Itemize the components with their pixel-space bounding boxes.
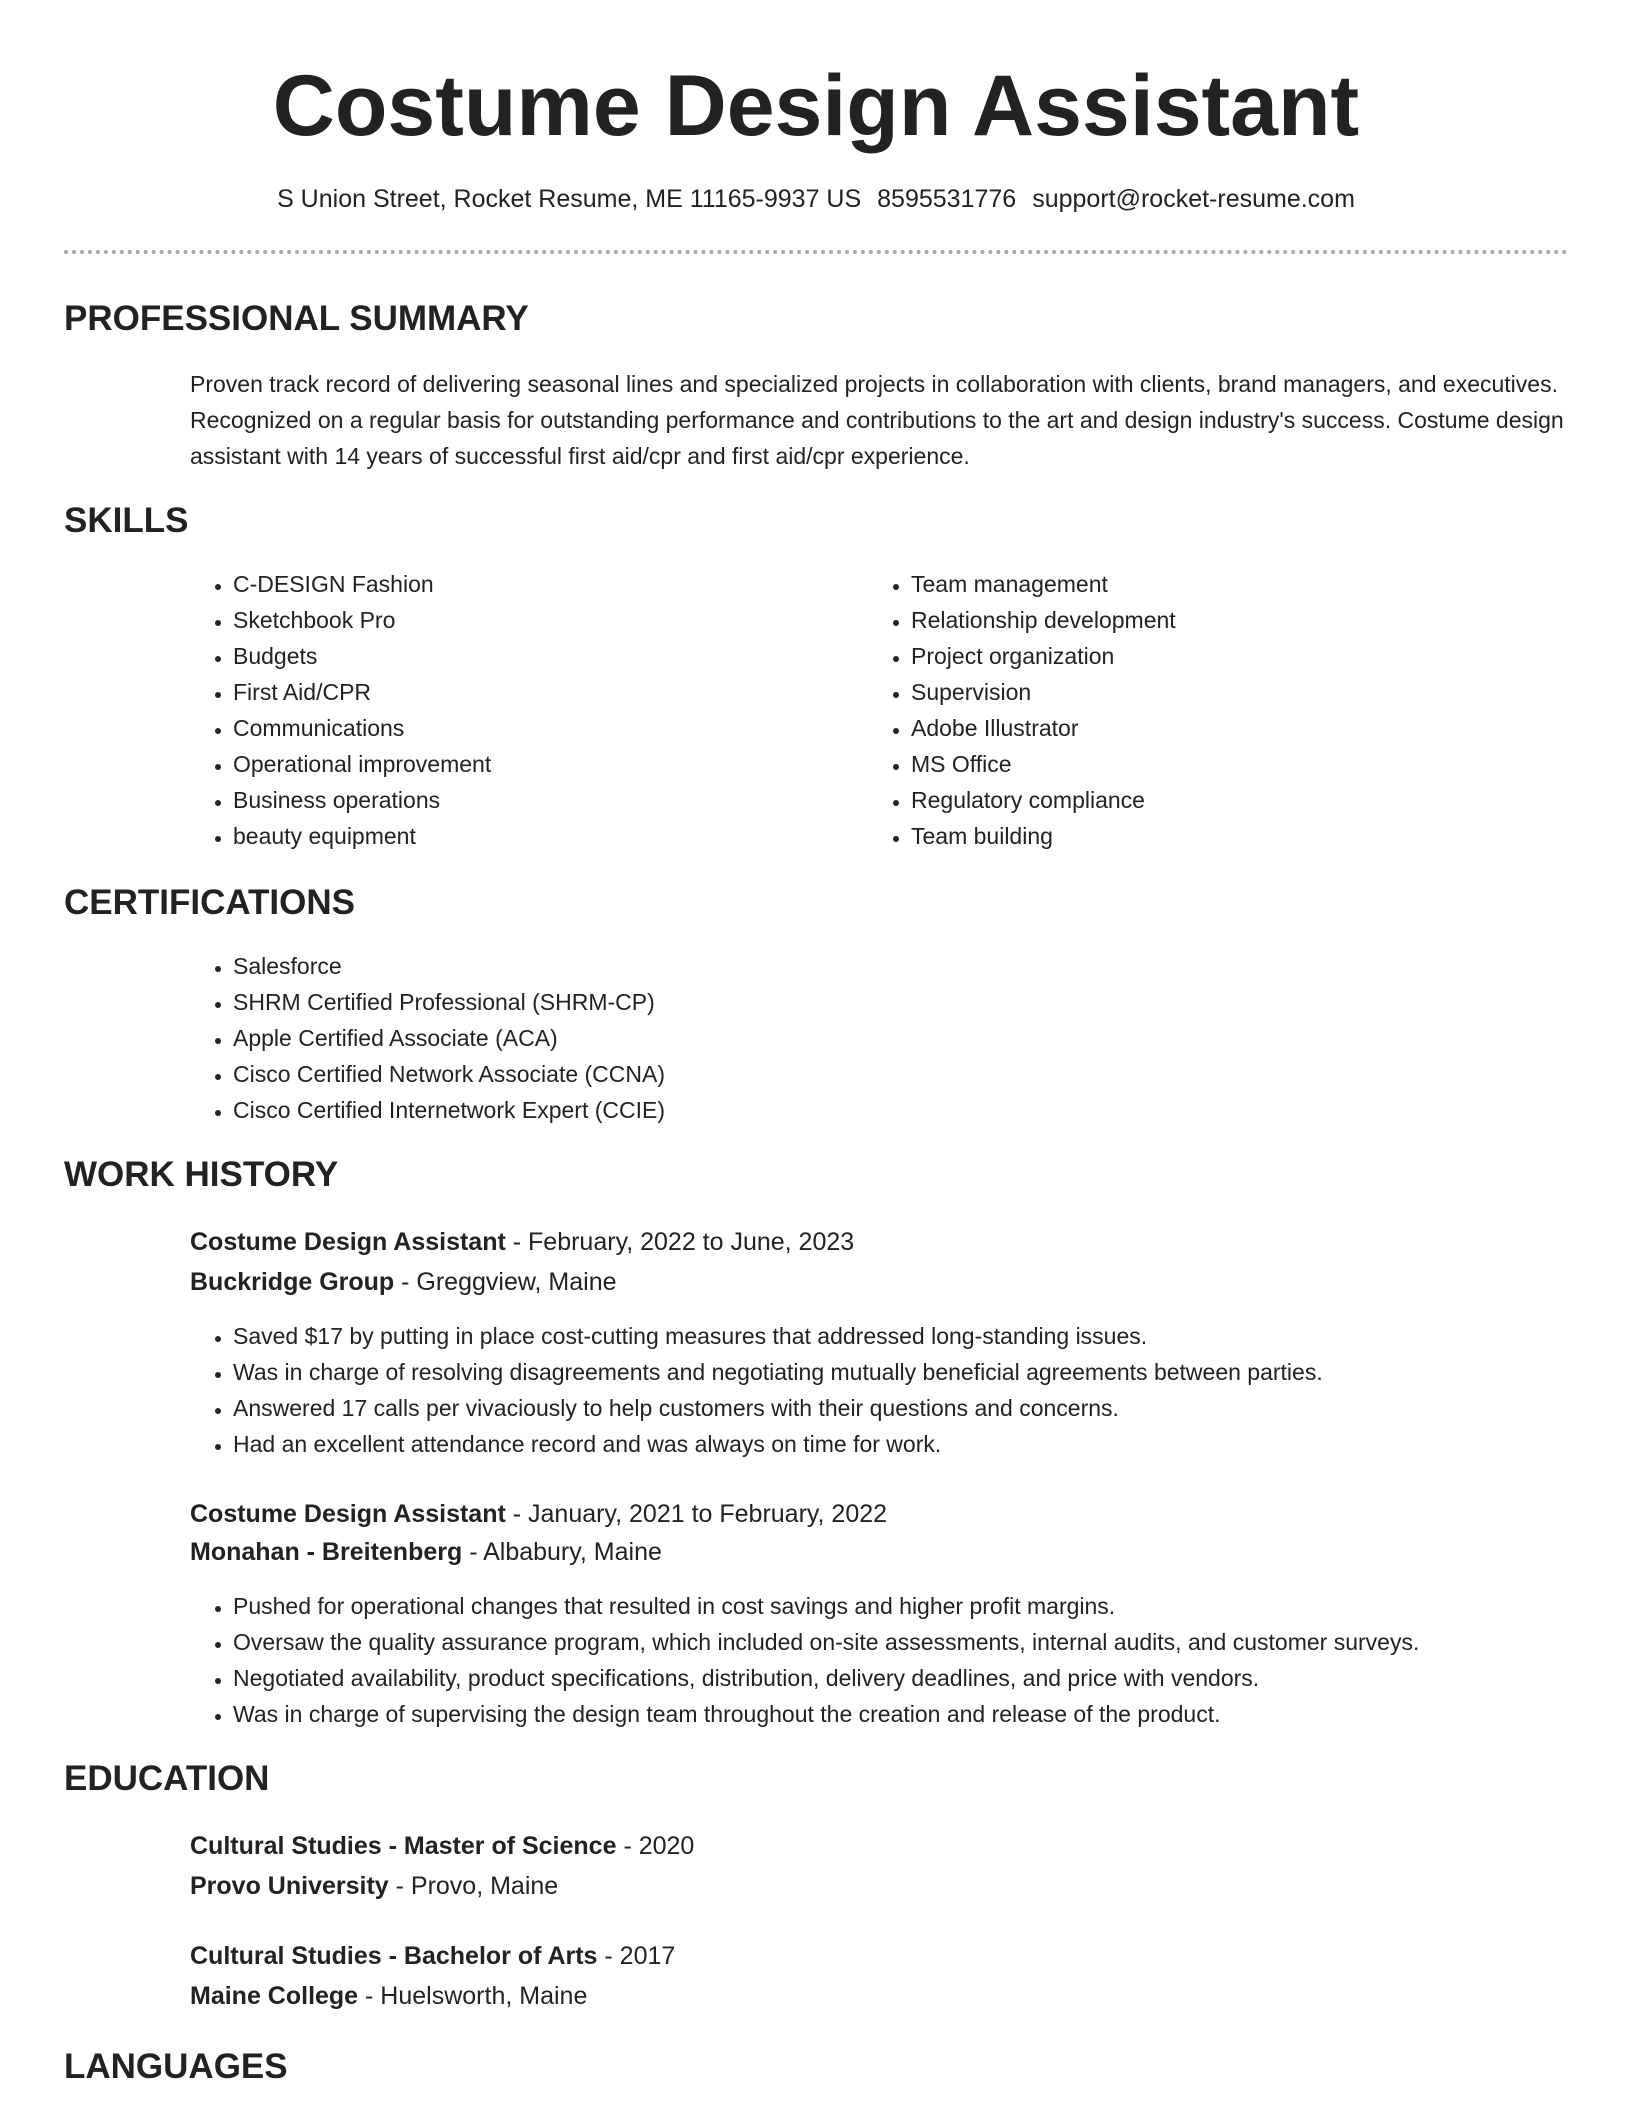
list-item: • Answered 17 calls per vivaciously to help customers with their questions and concerns.	[233, 1390, 1632, 1426]
education-year: - 2020	[616, 1832, 695, 1860]
list-item: • Was in charge of resolving disagreements and negotiating mutually beneficial agreements between parties.	[233, 1354, 1632, 1390]
list-item: • Pushed for operational changes that resulted in cost savings and higher profit margins.	[233, 1588, 1632, 1624]
education-year: - 2017	[597, 1942, 676, 1970]
skills-list-left	[190, 566, 853, 854]
skills-list-right	[868, 566, 1551, 854]
summary-heading: PROFESSIONAL SUMMARY	[64, 299, 529, 338]
job-company-line	[190, 1264, 617, 1300]
education-school: Provo University	[190, 1872, 389, 1900]
education-degree-line	[190, 1938, 675, 1974]
certifications-list	[190, 948, 1533, 1128]
contact-line	[0, 182, 1632, 216]
contact-email: support@rocket-resume.com	[1032, 185, 1355, 213]
list-item: • Budgets	[233, 638, 853, 674]
work-history-heading: WORK HISTORY	[64, 1155, 339, 1194]
list-item: • MS Office	[911, 746, 1551, 782]
list-item: • Communications	[233, 710, 853, 746]
contact-phone: 8595531776	[877, 185, 1017, 213]
list-item: • Relationship development	[911, 602, 1551, 638]
list-item: • Salesforce	[233, 948, 1533, 984]
job-title-line	[190, 1224, 854, 1260]
job-bullets	[190, 1318, 1632, 1462]
summary-text: Proven track record of delivering seasonal lines and specialized projects in collaboration with clients, brand managers, and executives. Recognized on a regular basis for outstanding performance and contributions to the art and design industry's success. Costume design assistant with 14 years of successful first aid/cpr and first aid/cpr experience.	[190, 371, 1564, 469]
resume-title: Costume Design Assistant	[272, 58, 1360, 154]
job-dates: - January, 2021 to February, 2022	[505, 1500, 888, 1528]
list-item: • Project organization	[911, 638, 1551, 674]
list-item: • Cisco Certified Network Associate (CCNA)	[233, 1056, 1533, 1092]
list-item: • Cisco Certified Internetwork Expert (CCIE)	[233, 1092, 1533, 1128]
job-location: - Greggview, Maine	[394, 1268, 617, 1296]
education-heading: EDUCATION	[64, 1759, 270, 1798]
contact-address: S Union Street, Rocket Resume, ME 11165-9937 US	[277, 185, 862, 213]
job-bullets	[190, 1588, 1632, 1732]
education-degree: Cultural Studies - Bachelor of Arts	[190, 1942, 598, 1970]
list-item: • SHRM Certified Professional (SHRM-CP)	[233, 984, 1533, 1020]
list-item: • Business operations	[233, 782, 853, 818]
job-location: - Albabury, Maine	[462, 1538, 662, 1566]
list-item: • Had an excellent attendance record and was always on time for work.	[233, 1426, 1632, 1462]
job-company-line	[190, 1534, 662, 1570]
list-item: • Operational improvement	[233, 746, 853, 782]
job-role: Costume Design Assistant	[190, 1228, 506, 1256]
languages-heading: LANGUAGES	[64, 2047, 288, 2086]
list-item: • Team management	[911, 566, 1551, 602]
education-school-line	[190, 1978, 587, 2014]
list-item: • Apple Certified Associate (ACA)	[233, 1020, 1533, 1056]
education-location: - Huelsworth, Maine	[358, 1982, 588, 2010]
certifications-heading: CERTIFICATIONS	[64, 883, 356, 922]
list-item: • Regulatory compliance	[911, 782, 1551, 818]
education-degree: Cultural Studies - Master of Science	[190, 1832, 617, 1860]
education-degree-line	[190, 1828, 694, 1864]
list-item: • Saved $17 by putting in place cost-cutting measures that addressed long-standing issues.	[233, 1318, 1632, 1354]
list-item: • First Aid/CPR	[233, 674, 853, 710]
job-title-line	[190, 1496, 887, 1532]
education-school: Maine College	[190, 1982, 359, 2010]
list-item: • Oversaw the quality assurance program, which included on-site assessments, internal audits, and customer surveys.	[233, 1624, 1632, 1660]
job-role: Costume Design Assistant	[190, 1500, 506, 1528]
list-item: • Was in charge of supervising the design team throughout the creation and release of the product.	[233, 1696, 1632, 1732]
list-item: • C-DESIGN Fashion	[233, 566, 853, 602]
list-item: • Negotiated availability, product specifications, distribution, delivery deadlines, and price with vendors.	[233, 1660, 1632, 1696]
header-divider	[64, 250, 1568, 254]
skills-heading: SKILLS	[64, 501, 189, 540]
list-item: • Adobe Illustrator	[911, 710, 1551, 746]
education-location: - Provo, Maine	[388, 1872, 559, 1900]
list-item: • Team building	[911, 818, 1551, 854]
list-item: • beauty equipment	[233, 818, 853, 854]
job-company: Monahan - Breitenberg	[190, 1538, 463, 1566]
education-school-line	[190, 1868, 558, 1904]
job-company: Buckridge Group	[190, 1268, 395, 1296]
list-item: • Supervision	[911, 674, 1551, 710]
list-item: • Sketchbook Pro	[233, 602, 853, 638]
job-dates: - February, 2022 to June, 2023	[505, 1228, 855, 1256]
